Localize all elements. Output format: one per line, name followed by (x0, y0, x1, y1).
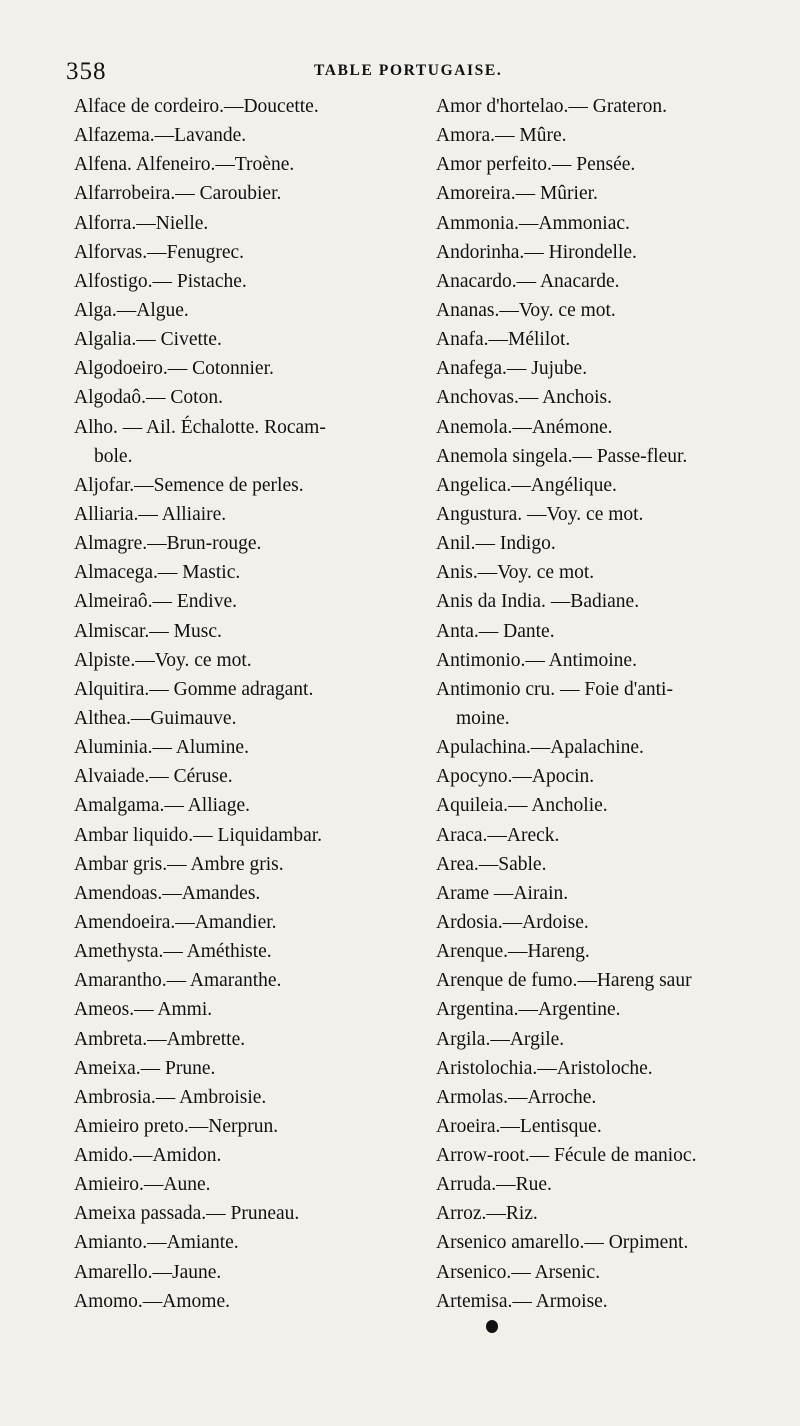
glossary-entry: Amendoas.—Amandes. (74, 882, 261, 904)
glossary-entry: Antimonio.— Antimoine. (436, 649, 637, 671)
glossary-entry: Ananas.—Voy. ce mot. (436, 299, 616, 321)
ink-dot (486, 1320, 498, 1333)
glossary-entry: Argentina.—Argentine. (436, 999, 621, 1021)
glossary-entry: Arruda.—Rue. (436, 1174, 552, 1196)
glossary-entry: Almiscar.— Musc. (74, 620, 222, 642)
glossary-entry: Algalia.— Civette. (74, 329, 222, 351)
glossary-entry: Arsenico.— Arsenic. (436, 1261, 601, 1283)
glossary-entry: Amarello.—Jaune. (74, 1261, 222, 1283)
glossary-entry: Arenque.—Hareng. (436, 941, 590, 963)
glossary-entry: Ambrosia.— Ambroisie. (74, 1086, 267, 1108)
glossary-entry: moine. (456, 707, 510, 729)
glossary-entry: Amethysta.— Améthiste. (74, 941, 272, 963)
glossary-entry: Algodaô.— Coton. (74, 387, 223, 409)
glossary-entry: Arenque de fumo.—Hareng saur (436, 970, 692, 992)
glossary-entry: Anta.— Dante. (436, 620, 555, 642)
glossary-entry: Arroz.—Riz. (436, 1203, 538, 1225)
glossary-entry: Apocyno.—Apocin. (436, 766, 595, 788)
glossary-entry: Alface de cordeiro.—Doucette. (74, 96, 319, 117)
glossary-entry: Ameixa.— Prune. (74, 1057, 216, 1079)
glossary-entry: Alfostigo.— Pistache. (74, 270, 247, 292)
glossary-entry: Argila.—Argile. (436, 1028, 565, 1050)
glossary-entry: Aroeira.—Lentisque. (436, 1115, 602, 1137)
glossary-entry: Amieiro.—Aune. (74, 1174, 211, 1196)
glossary-entry: Alpiste.—Voy. ce mot. (74, 649, 252, 671)
glossary-entry: Alforvas.—Fenugrec. (74, 241, 245, 263)
page-number: 358 (66, 58, 107, 85)
glossary-entry: Anafa.—Mélilot. (436, 329, 571, 351)
glossary-entry: Almeiraô.— Endive. (74, 591, 237, 613)
glossary-entry: Amendoeira.—Amandier. (74, 911, 277, 933)
glossary-entry: Area.—Sable. (436, 853, 547, 875)
glossary-entry: Alga.—Algue. (74, 299, 189, 321)
glossary-entry: Alliaria.— Alliaire. (74, 503, 227, 525)
glossary-entry: Amomo.—Amome. (74, 1290, 230, 1312)
glossary-entry: Alquitira.— Gomme adragant. (74, 678, 314, 700)
glossary-entry: Angelica.—Angélique. (436, 474, 617, 496)
glossary-entry: Alvaiade.— Céruse. (74, 766, 233, 788)
glossary-entry: Anil.— Indigo. (436, 533, 556, 555)
glossary-entry: Andorinha.— Hirondelle. (436, 241, 637, 263)
glossary-entry: Alho. — Ail. Échalotte. Rocam- (74, 416, 326, 438)
glossary-entry: Ameos.— Ammi. (74, 999, 213, 1021)
glossary-entry: Arame —Airain. (436, 882, 569, 904)
right-column (436, 92, 788, 1316)
glossary-entry: Arrow-root.— Fécule de manioc. (436, 1145, 697, 1167)
glossary-entry: Amoreira.— Mûrier. (436, 183, 598, 205)
glossary-entry: Ambar liquido.— Liquidambar. (74, 824, 323, 846)
glossary-entry: Alforra.—Nielle. (74, 212, 209, 234)
glossary-entry: Amido.—Amidon. (74, 1145, 222, 1167)
glossary-entry: Amieiro preto.—Nerprun. (74, 1115, 279, 1137)
glossary-entry: Ardosia.—Ardoise. (436, 911, 589, 933)
glossary-entry: Armolas.—Arroche. (436, 1086, 597, 1108)
glossary-entry: Amarantho.— Amaranthe. (74, 970, 282, 992)
glossary-entry: Amor perfeito.— Pensée. (436, 154, 636, 176)
glossary-entry: Anacardo.— Anacarde. (436, 270, 620, 292)
glossary-entry: Alfarrobeira.— Caroubier. (74, 183, 282, 205)
glossary-entry: Alfazema.—Lavande. (74, 125, 247, 147)
glossary-entry: Anchovas.— Anchois. (436, 387, 613, 409)
glossary-entry: Anafega.— Jujube. (436, 358, 588, 380)
left-column (74, 92, 412, 1316)
glossary-entry: Aluminia.— Alumine. (74, 737, 249, 759)
glossary-entry: Aquileia.— Ancholie. (436, 795, 608, 817)
glossary-entry: Apulachina.—Apalachine. (436, 737, 644, 759)
running-title: TABLE PORTUGAISE. (314, 62, 503, 79)
glossary-entry: Angustura. —Voy. ce mot. (436, 503, 644, 525)
glossary-entry: Amalgama.— Alliage. (74, 795, 250, 817)
glossary-entry: Antimonio cru. — Foie d'anti- (436, 678, 673, 700)
glossary-entry: Ameixa passada.— Pruneau. (74, 1203, 300, 1225)
glossary-entry: Ambreta.—Ambrette. (74, 1028, 246, 1050)
glossary-entry: Alfena. Alfeneiro.—Troène. (74, 154, 295, 176)
glossary-entry: Anemola.—Anémone. (436, 416, 613, 438)
glossary-entry: Almagre.—Brun-rouge. (74, 533, 262, 555)
glossary-entry: Ambar gris.— Ambre gris. (74, 853, 284, 875)
glossary-entry: Araca.—Areck. (436, 824, 560, 846)
glossary-entry: Anis.—Voy. ce mot. (436, 562, 595, 584)
glossary-entry: Anis da India. —Badiane. (436, 591, 640, 613)
glossary-entry: Amianto.—Amiante. (74, 1232, 239, 1254)
glossary-entry: Aljofar.—Semence de perles. (74, 474, 304, 496)
glossary-entry: Aristolochia.—Aristoloche. (436, 1057, 653, 1079)
glossary-entry: Ammonia.—Ammoniac. (436, 212, 630, 234)
glossary-entry: Arsenico amarello.— Orpiment. (436, 1232, 689, 1254)
glossary-entry: Artemisa.— Armoise. (436, 1290, 608, 1312)
glossary-entry: Almacega.— Mastic. (74, 562, 241, 584)
glossary-entry: bole. (94, 445, 133, 467)
glossary-entry: Amor d'hortelao.— Grateron. (436, 96, 667, 117)
glossary-entry: Amora.— Mûre. (436, 125, 567, 147)
glossary-entry: Algodoeiro.— Cotonnier. (74, 358, 274, 380)
glossary-entry: Althea.—Guimauve. (74, 707, 237, 729)
glossary-entry: Anemola singela.— Passe-fleur. (436, 445, 688, 467)
